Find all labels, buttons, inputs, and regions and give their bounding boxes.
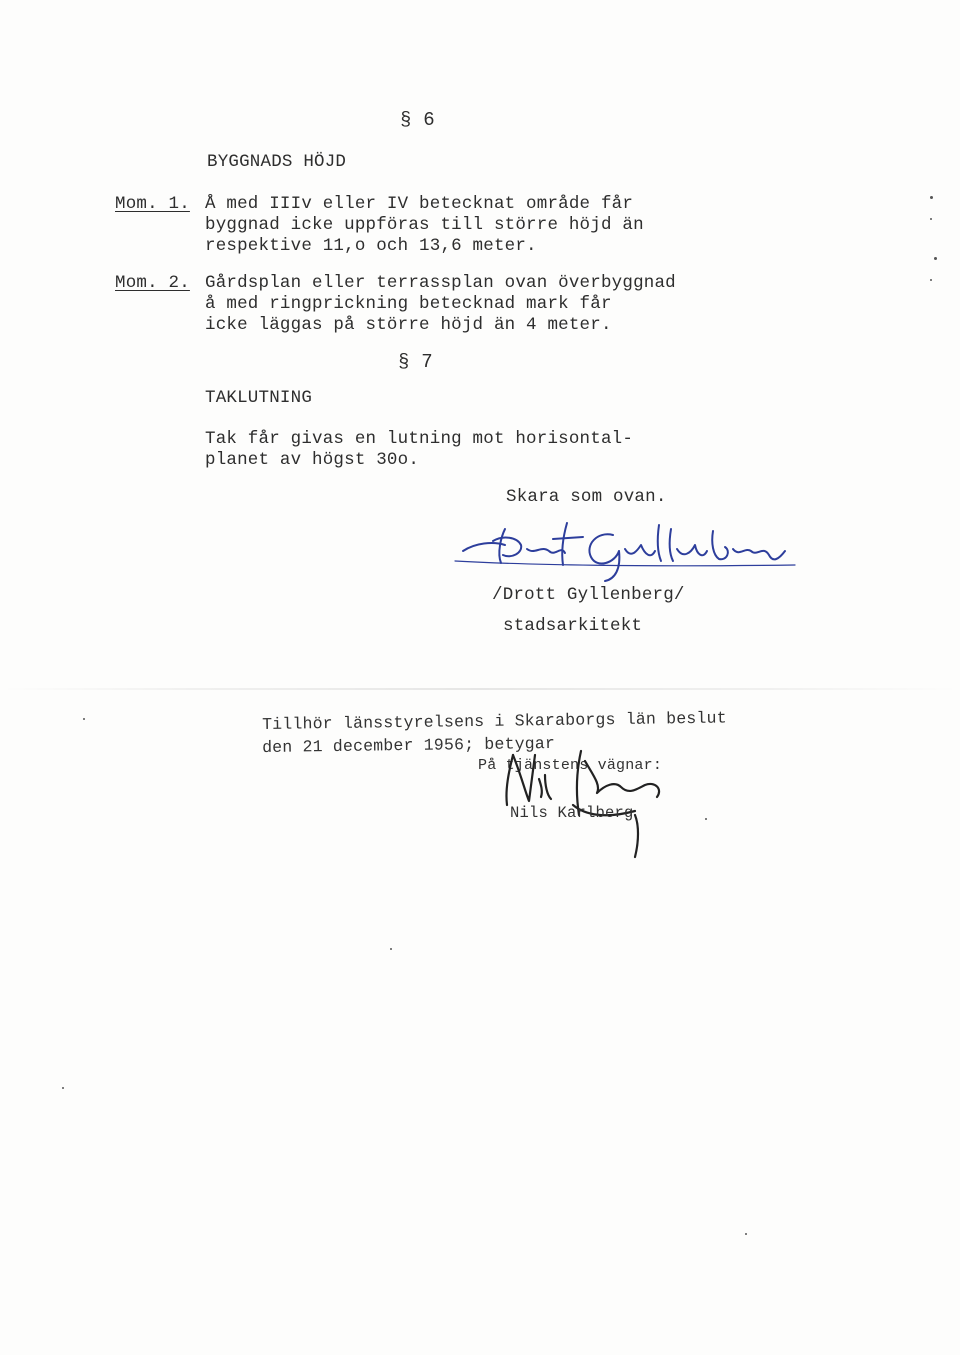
fold-line <box>0 688 960 690</box>
paper-speck <box>930 196 933 199</box>
paper-speck <box>83 718 85 720</box>
section-7-line: planet av högst 30o. <box>205 450 420 470</box>
architect-signature-text <box>0 0 1 1</box>
section-7-text <box>205 429 633 471</box>
mom-2-line: å med ringprickning betecknad mark får <box>205 294 612 314</box>
mom-2-line: icke läggas på större höjd än 4 meter. <box>205 315 612 335</box>
section-7-line: Tak får givas en lutning mot horisontal- <box>205 429 634 449</box>
paper-speck <box>934 257 937 260</box>
section-7-title: TAKLUTNING <box>205 388 313 408</box>
architect-title: stadsarkitekt <box>503 616 643 636</box>
architect-name: /Drott Gyllenberg/ <box>492 585 685 605</box>
paper-speck <box>62 1087 64 1089</box>
section-7-heading: § 7 <box>398 351 433 373</box>
approval-line-2: den 21 december 1956; betygar <box>262 733 556 757</box>
approval-line-3: På tjänstens vägnar: <box>478 757 663 774</box>
mom-2-line: Gårdsplan eller terrassplan ovan överbyggnad <box>205 273 676 293</box>
county-official-name: Nils Karlberg <box>510 804 634 822</box>
mom-2-text <box>205 273 676 336</box>
mom-1-line: Å med IIIv eller IV betecknat område får <box>205 194 634 214</box>
section-6-heading: § 6 <box>400 109 435 131</box>
architect-signature <box>445 515 805 585</box>
mom-1-line: byggnad icke uppföras till större höjd än <box>205 215 644 235</box>
county-signature-text <box>0 0 1 1</box>
paper-speck <box>745 1233 747 1235</box>
mom-2-label: Mom. 2. <box>115 273 190 293</box>
mom-1-label: Mom. 1. <box>115 194 190 214</box>
place-line: Skara som ovan. <box>506 487 667 507</box>
section-6-title: BYGGNADS HÖJD <box>207 152 347 172</box>
paper-speck <box>930 279 932 281</box>
approval-line-1: Tillhör länsstyrelsens i Skaraborgs län beslut <box>262 708 727 734</box>
mom-1-line: respektive 11,o och 13,6 meter. <box>205 236 537 256</box>
paper-speck <box>705 818 707 820</box>
paper-speck <box>390 948 392 950</box>
mom-1-text <box>205 194 644 257</box>
paper-speck <box>930 218 932 220</box>
